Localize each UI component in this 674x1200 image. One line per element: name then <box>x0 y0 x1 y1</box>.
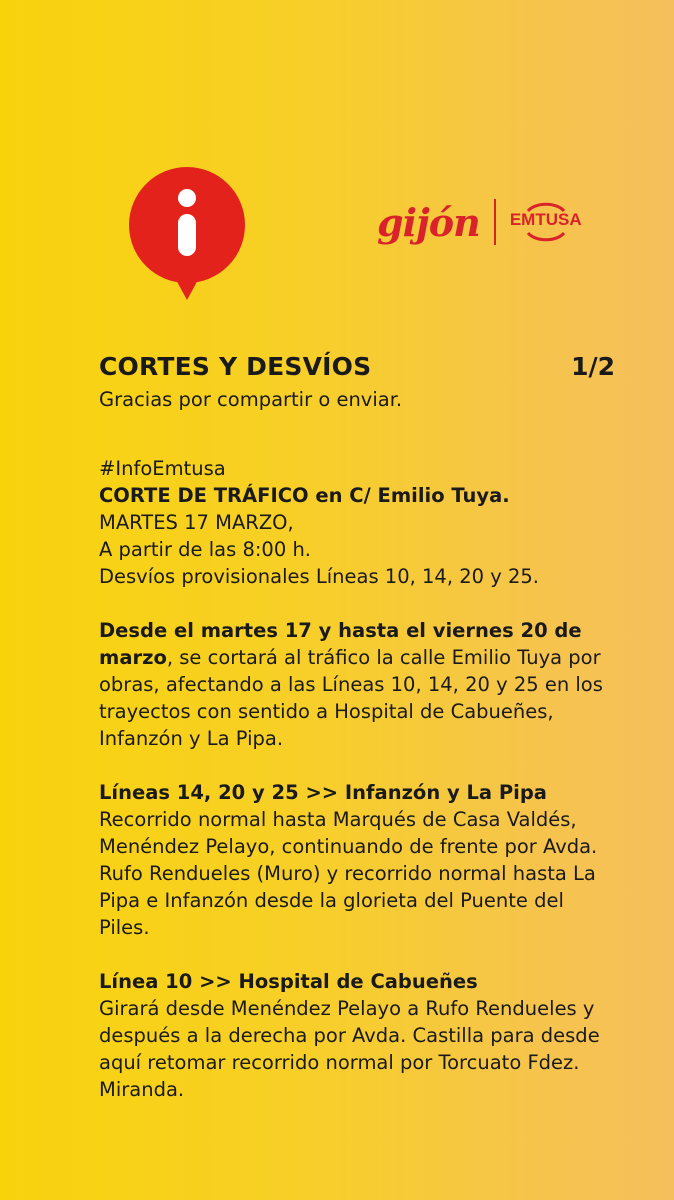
paragraph-rest: , se cortará al tráfico la calle Emilio Tuya por obras, afectando a las Líneas 10, 14, 20 y 25 en los trayectos con sentido a Hospital de Cabueñes, Infanzón y La Pipa. <box>99 646 603 750</box>
gijon-logo: gijón <box>377 199 480 245</box>
paragraph-bold: Desde el martes 17 y hasta el viernes 20 de marzo <box>99 619 582 669</box>
notice-lines: Desvíos provisionales Líneas 10, 14, 20 y 25. <box>99 565 539 588</box>
notice-summary <box>99 455 619 590</box>
page-indicator: 1/2 <box>571 352 615 381</box>
section-heading: Línea 10 >> Hospital de Cabueñes <box>99 970 478 993</box>
page-title: CORTES Y DESVÍOS <box>99 352 372 381</box>
info-icon <box>128 166 246 302</box>
paragraph-dates <box>99 617 619 752</box>
section-cabuenes <box>99 968 619 1103</box>
paragraph-text <box>99 617 619 752</box>
notice-time: A partir de las 8:00 h. <box>99 538 312 561</box>
emtusa-logo <box>510 197 582 247</box>
header-row <box>99 352 619 386</box>
brand-logos <box>377 196 582 248</box>
brand-divider <box>494 199 496 245</box>
share-hint: Gracias por compartir o enviar. <box>99 388 403 411</box>
notice-content <box>99 352 619 1103</box>
emtusa-wordmark: EMTUSA <box>509 210 582 229</box>
section-heading: Líneas 14, 20 y 25 >> Infanzón y La Pipa <box>99 781 547 804</box>
section-infanzon <box>99 779 619 941</box>
notice-headline: CORTE DE TRÁFICO en C/ Emilio Tuya. <box>99 484 510 507</box>
notice-date: MARTES 17 MARZO, <box>99 511 294 534</box>
hashtag: #InfoEmtusa <box>99 457 226 480</box>
section-text: Recorrido normal hasta Marqués de Casa Valdés, Menéndez Pelayo, continuando de frente por Avda. Rufo Rendueles (Muro) y recorrido normal hasta La Pipa e Infanzón desde la glorieta del Puente del Piles. <box>99 808 598 939</box>
section-text: Girará desde Menéndez Pelayo a Rufo Rendueles y después a la derecha por Avda. Castilla para desde aquí retomar recorrido normal por Torcuato Fdez. Miranda. <box>99 997 600 1101</box>
